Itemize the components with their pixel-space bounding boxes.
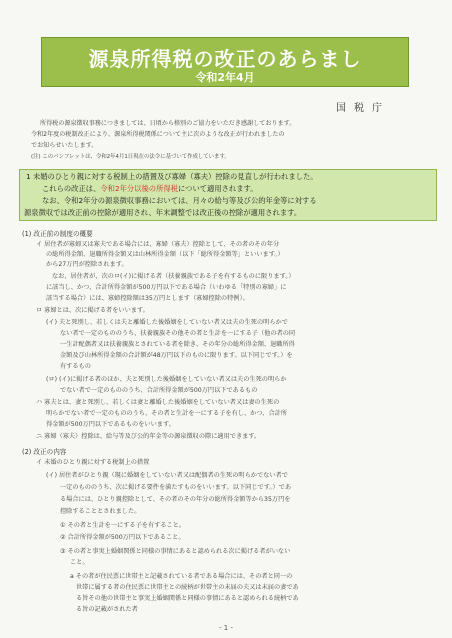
body-line: る旨の記載がされた者 [76,606,138,613]
body-line: 得金額が500万円以下であるものをいいます。 [46,421,175,428]
body-line: こと。 [70,559,89,566]
body-line: ロ 寡婦とは、次に掲げる者をいいます。 [36,307,149,314]
highlight-red-text: 令和2年分以後の所得税 [100,184,178,193]
body-line: の総所得金額、退職所得金額又は山林所得金額（以下「総所得金額等」といいます。） [46,251,284,258]
highlight-heading: 1 未婚のひとり親に対する税制上の措置及び寡婦（寡夫）控除の見直しが行われました。 [26,172,318,181]
body-line: 一生計配偶者又は扶養親族とされている者を除き、その年分の総所得金額、退職所得 [60,341,295,348]
body-line: ③ その者と事実上婚姻関係と同様の事情にあると認められる次に掲げる者がいない [60,548,291,555]
body-line: ハ 寡夫とは、妻と死別し、若しくは妻と離婚した後婚姻をしていない者又は妻の生死の [36,399,280,406]
body-line: 世帯に属する者の住民票に世帯主との続柄が世帯主の未届の夫又は未届の妻であ [76,584,299,591]
title-banner [41,37,409,87]
body-line: 有するもの [60,363,91,370]
body-line: a その者が住民票に世帯主と記載されている者である場合には、その者と同一の [70,573,293,580]
body-line: イ 居住者が寡婦又は寡夫である場合には、寡婦（寡夫）控除として、その者のその年分 [36,241,280,248]
issuing-agency: 国税庁 [336,103,390,114]
section-heading: (1) 改正前の制度の概要 [22,230,93,238]
body-line: ① その者と生計を一にする子を有すること。 [60,522,186,529]
page-title: 源泉所得税の改正のあらまし [88,47,362,71]
body-line: イ 未婚のひとり親に対する税制上の措置 [36,459,150,466]
intro-note: (注) このパンフレットは、令和2年4月1日現在の法令に基づいて作成しています。 [31,154,230,160]
body-line: 一定のもののうち、次に掲げる要件を満たすものをいいます。以下同じです。）であ [60,484,292,491]
body-line: でない者で一定のもののうち、合計所得金額が500万円以下であるもの [60,387,258,394]
body-line: に該当し、かつ、合計所得金額が500万円以下である場合（いわゆる「特別の寡婦」に [46,284,287,291]
body-line: から27万円が控除されます。 [46,261,128,268]
highlight-line: なお、令和2年分の源泉徴収事務においては、月々の給与等及び公的年金等に対する [42,196,317,205]
highlight-line: 源泉徴収では改正前の控除が適用され、年末調整では改正後の控除が適用されます。 [24,208,302,217]
body-line: る場合には、ひとり親控除として、その者のその年分の総所得金額等から35万円を [60,496,291,503]
body-line: (イ) 居住者がひとり親（現に婚姻をしていない者又は配偶者の生死の明らかでない者で [46,472,288,479]
highlight-box [19,169,437,221]
intro-line: でお知らせいたします。 [31,142,98,149]
body-line: 該当する場合）には、寡婦控除額は35万円とします（寡婦控除の特例）。 [46,295,249,302]
body-line: ない者で一定のもののうち、扶養親族その他その者と生計を一にする子（他の者の同 [60,330,296,337]
body-line: 金額及び山林所得金額の合計額が48万円以下のものに限ります。以下同じです。）を [60,352,293,359]
page-number: - 1 - [219,624,233,632]
intro-line: 所得税の源泉徴収事務につきましては、日頃から格別のご協力をいただき感謝しております。 [40,120,296,127]
page-date: 令和2年4月 [195,71,255,84]
body-line: (ロ) (イ)に掲げる者のほか、夫と死別した後婚姻をしていない者又は夫の生死の明らか [46,376,287,383]
highlight-text: について適用されます。 [178,184,258,193]
section-heading: (2) 改正の内容 [22,448,67,456]
body-line: 控除することとされました。 [60,508,141,515]
highlight-line [42,183,258,195]
body-line: ② 合計所得金額が500万円以下であること。 [60,534,185,541]
body-line: ニ 寡婦（寡夫）控除は、給与等及び公的年金等の源泉徴収の際に適用できます。 [36,433,261,440]
intro-line: 令和2年度の税制改正により、源泉所得税関係について主に次のような改正が行われましたの [31,131,285,138]
body-line: 明らかでない者で一定のもののうち、その者と生計を一にする子を有し、かつ、合計所 [46,410,288,417]
highlight-text: これらの改正は、 [42,184,101,193]
body-line: (イ) 夫と死別し、若しくは夫と離婚した後婚姻をしていない者又は夫の生死の明らかで [46,319,288,326]
body-line: なお、居住者が、次のロ(イ)に掲げる者（扶養親族である子を有するものに限ります。） [52,273,295,280]
body-line: る旨その他の世帯主と事実上婚姻関係と同様の事情にあると認められる続柄であ [76,595,299,602]
